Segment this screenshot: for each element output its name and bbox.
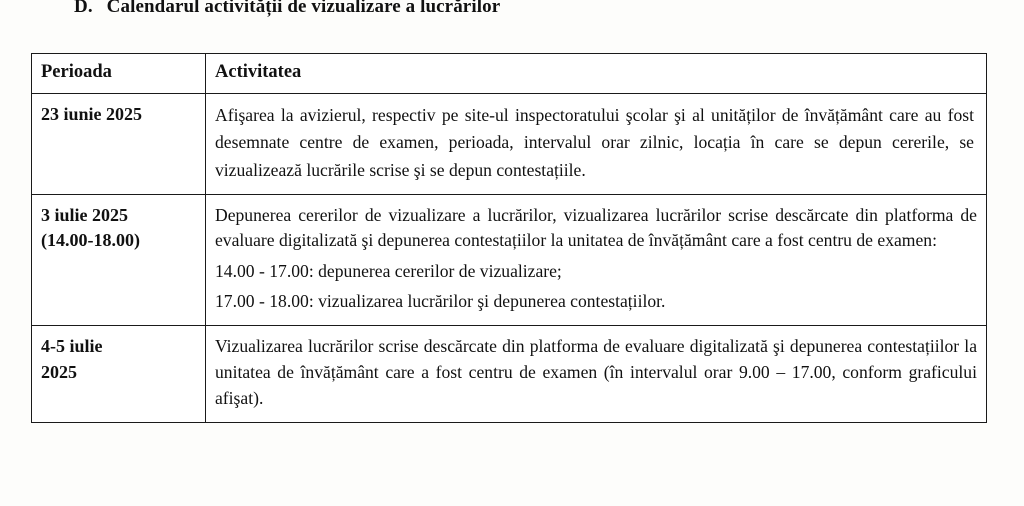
calendar-table xyxy=(31,53,987,423)
activity-paragraph: Vizualizarea lucrărilor scrise descărcate din platforma de evaluare digitalizată şi depunerea contestațiilor la unitatea de învățământ care a fost centru de examen (în intervalul orar 9.00 – 17.00, conform graficului afişat). xyxy=(215,336,977,408)
period-text: 23 iunie 2025 xyxy=(41,104,143,124)
table-row xyxy=(32,194,987,325)
column-header-activity: Activitatea xyxy=(206,54,987,94)
activity-cell xyxy=(206,194,987,325)
period-text: 3 iulie 2025 xyxy=(41,204,129,225)
activity-cell xyxy=(206,326,987,423)
section-heading-text: Calendarul activității de vizualizare a lucrărilor xyxy=(106,0,501,17)
table-row xyxy=(32,94,987,195)
period-cell xyxy=(32,326,206,423)
activity-paragraph: 14.00 - 17.00: depunerea cererilor de vizualizare; xyxy=(215,260,562,281)
table-header-row xyxy=(32,54,987,94)
activity-cell xyxy=(206,94,987,195)
period-text-secondary: (14.00-18.00) xyxy=(41,230,140,251)
activity-paragraph: 17.00 - 18.00: vizualizarea lucrărilor şi depunerea contestațiilor. xyxy=(215,291,666,312)
activity-paragraph: Depunerea cererilor de vizualizare a lucrărilor, vizualizarea lucrărilor scrise descărcate din platforma de evaluare digitalizată şi depunerea contestațiilor la unitatea de învățământ care a fost centru de examen: xyxy=(215,204,977,251)
section-heading-letter: D. xyxy=(74,0,93,17)
period-text-secondary: 2025 xyxy=(41,361,77,382)
column-header-period: Perioada xyxy=(32,54,206,94)
section-heading xyxy=(74,0,500,18)
period-cell xyxy=(32,94,206,195)
activity-paragraph: Afişarea la avizierul, respectiv pe site-ul inspectoratului şcolar şi al unităților de învățământ care au fost desemnate centre de examen, perioada, intervalul orar zilnic, locația în care se depun cererile, se vizualizează lucrările scrise şi se depun contestațiile. xyxy=(215,105,974,180)
period-text: 4-5 iulie xyxy=(41,336,103,357)
table-row xyxy=(32,326,987,423)
period-cell xyxy=(32,194,206,325)
